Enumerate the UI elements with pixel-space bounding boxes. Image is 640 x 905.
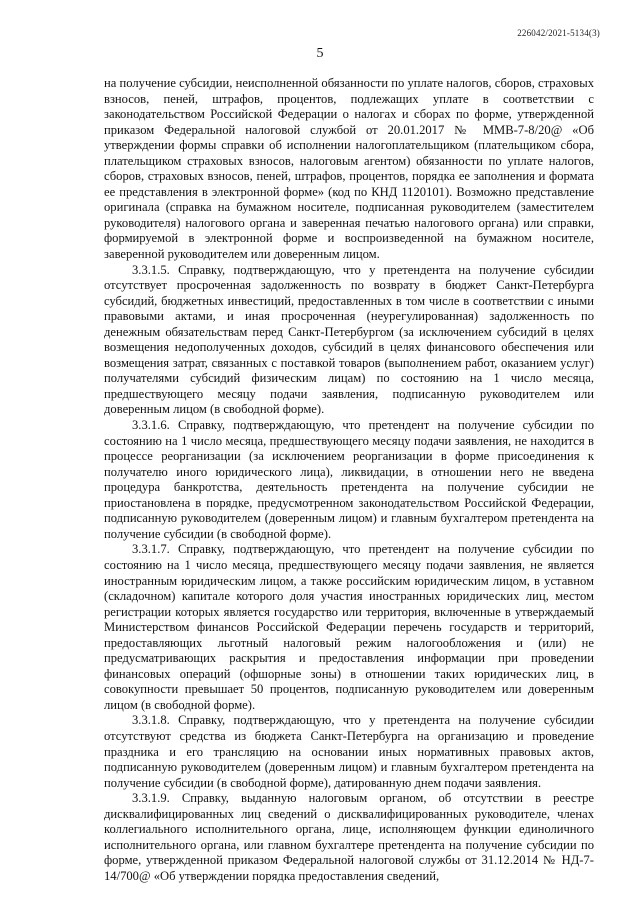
paragraph-3-3-1-9: 3.3.1.9. Справку, выданную налоговым органом, об отсутствии в реестре дисквалифицированных лиц сведений о дисквалифицированных руководителе, членах коллегиального исполнительного органа, лице, исполняющем функции единоличного исполнительного органа, или главном бухгалтере претендента на получение субсидии по форме, утвержденной приказом Федеральной налоговой службы от 31.12.2014 № НД-7-14/700@ «Об утверждении порядка предоставления сведений, <box>104 791 594 883</box>
paragraph-3-3-1-5: 3.3.1.5. Справку, подтверждающую, что у претендента на получение субсидии отсутствует просроченная задолженность по возврату в бюджет Санкт-Петербурга субсидий, бюджетных инвестиций, предоставленных в том числе в соответствии с иными правовыми актами, и иная просроченная (неурегулированная) задолженность по денежным обязательствам перед Санкт-Петербургом (за исключением субсидий в целях возмещения недополученных доходов, субсидий в целях финансового обеспечения или возмещения затрат, связанных с поставкой товаров (выполнением работ, оказанием услуг) получателями субсидий физическим лицам) по состоянию на 1 число месяца, предшествующего месяцу подачи заявления, подписанную руководителем или доверенным лицом (в свободной форме). <box>104 262 594 417</box>
paragraph-3-3-1-6: 3.3.1.6. Справку, подтверждающую, что претендент на получение субсидии по состоянию на 1 число месяца, предшествующего месяцу подачи заявления, не находится в процессе реорганизации (за исключением реорганизации в форме присоединения к получателю иного юридического лица), ликвидации, в отношении него не введена процедура банкротства, деятельность претендента на получение субсидии не приостановлена в порядке, предусмотренном законодательством Российской Федерации, подписанную руководителем (доверенным лицом) и главным бухгалтером претендента на получение субсидии (в свободной форме). <box>104 418 594 541</box>
paragraph-3-3-1-8: 3.3.1.8. Справку, подтверждающую, что у претендента на получение субсидии отсутствуют средства из бюджета Санкт-Петербурга на организацию и проведение праздника и его трансляцию на основании иных нормативных правовых актов, подписанную руководителем (доверенным лицом) и главным бухгалтером претендента на получение субсидии (в свободной форме), датированную днем подачи заявления. <box>104 713 594 790</box>
page-number: 5 <box>316 46 324 61</box>
document-id: 226042/2021-5134(3) <box>517 28 600 38</box>
document-body <box>104 76 594 884</box>
paragraph-continuation: на получение субсидии, неисполненной обязанности по уплате налогов, сборов, страховых взносов, пеней, штрафов, процентов, подлежащих уплате в соответствии с законодательством Российской Федерации о налогах и сборах по форме, утвержденной приказом Федеральной налоговой службой от 20.01.2017 № ММВ-7-8/20@ «Об утверждении формы справки об исполнении налогоплательщиком (плательщиком сбора, плательщиком страховых взносов, налоговым агентом) обязанности по уплате налогов, сборов, страховых взносов, пеней, штрафов, процентов, порядка ее заполнения и формата ее представления в электронной форме» (код по КНД 1120101). Возможно представление оригинала (справка на бумажном носителе, подписанная руководителем (заместителем руководителя) налогового органа и заверенная печатью налогового органа) или справки, формируемой в электронной форме и воспроизведенной на бумажном носителе, заверенной руководителем или доверенным лицом. <box>104 76 594 262</box>
paragraph-3-3-1-7: 3.3.1.7. Справку, подтверждающую, что претендент на получение субсидии по состоянию на 1 число месяца, предшествующего месяцу подачи заявления, не является иностранным юридическим лицом, а также российским юридическим лицом, в уставном (складочном) капитале которого доля участия иностранных юридических лиц, местом регистрации которых является государство или территория, включенные в утверждаемый Министерством финансов Российской Федерации перечень государств и территорий, предоставляющих льготный налоговый режим налогообложения и (или) не предусматривающих раскрытия и предоставления информации при проведении финансовых операций (офшорные зоны) в отношении таких юридических лиц, в совокупности превышает 50 процентов, подписанную руководителем или доверенным лицом (в свободной форме). <box>104 542 594 712</box>
